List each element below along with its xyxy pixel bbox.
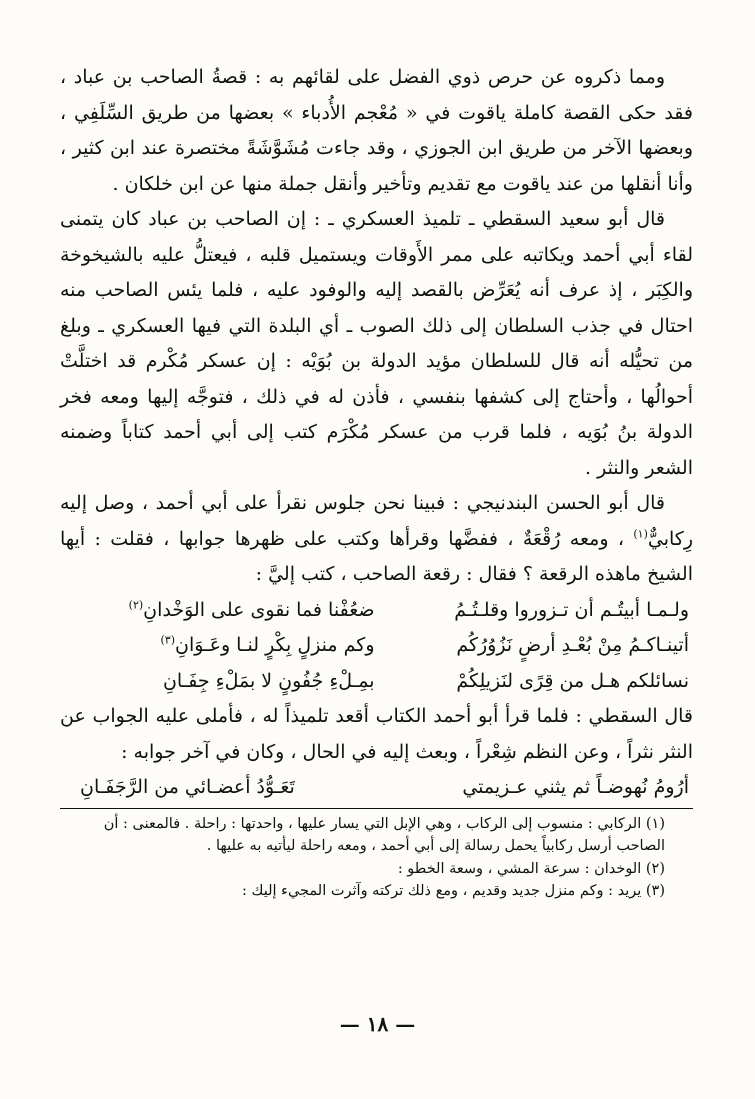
reply-verse-second-hemistich: تَعَـوُّدُ أعضـائي من الرَّجَفَـانِ (80, 776, 295, 798)
footnote-3: (٣) يريد : وكم منزل جديد وقديم ، ومع ذلك تركته وآثرت المجيء إليك : (242, 883, 665, 899)
verse-1-first-hemistich: ولـمـا أبيتُـم أن تـزوروا وقلـتُـمُ (454, 598, 689, 621)
paragraph-bandaniji (60, 486, 693, 593)
poem-verse-1 (60, 593, 693, 629)
paragraph-intro: ومما ذكروه عن حرص ذوي الفضل على لقائهم به : قصةُ الصاحب بن عباد ، فقد حكى القصة كاملة ياقوت في « مُعْجم الأُدباء » بعضها من طريق السِّلَفِي ، وبعضها الآخر من طريق ابن الجوزي ، وقد جاءت مُشَوَّشَةً مختصرة عند ابن كثير ، وأنا أنقلها من عند ياقوت مع تقديم وتأخير وأنقل جملة منها عن ابن خلكان . (60, 66, 693, 195)
footnote-ref-3: (٣) (160, 633, 175, 647)
verse-3-first-hemistich: نسائلكم هـل من قِرًى لنَزيلِكُمْ (456, 669, 689, 692)
footnote-separator (60, 808, 693, 809)
verse-3-second-hemistich: بمِـلْءِ جُفُونٍ لا بمَلْءِ جِفَـانِ (162, 669, 375, 692)
verse-2-first-hemistich: أتينـاكـمُ مِنْ بُعْـدِ أرضٍ نَزُوُرُكُم (456, 634, 689, 656)
footnote-ref-1: (١) (633, 527, 648, 541)
paragraph-saqati: قال أبو سعيد السقطي ـ تلميذ العسكري ـ : إن الصاحب بن عباد كان يتمنى لقاء أبي أحمد ويكاتبه على ممر الأَوقات ويستميل قلبه ، فيعتلُّ عليه بالشيخوخة والكِبَر ، إذ عرف أنه يُعَرِّض بالقصد إليه والوفود عليه ، فلما يئس الصاحب منه احتال في جذب السلطان إلى ذلك الصوب ـ أي البلدة التي فيها العسكري ـ وبلغ من تحيُّله أنه قال للسلطان مؤيد الدولة بن بُوَيْه : إن عسكر مُكْرم قد اختلَّتْ أحوالُها ، وأحتاج إلى كشفها بنفسي ، فأذن له في ذلك ، فتوجَّه إليها ومعه فخر الدولة بنُ بُوَيه ، فلما قرب من عسكر مُكْرَم كتب إلى أبي أحمد كتاباً وضمنه الشعر والنثر . (60, 208, 694, 479)
footnote-ref-2: (٢) (128, 598, 144, 612)
poem-verse-3 (60, 664, 693, 700)
paragraph-bandaniji-end: ، ومعه رُقْعَةٌ ، ففضَّها وقرأها وكتب على ظهرها جوابها ، فقلت : أيها الشيخ ماهذه الرقعة ؟ فقال : رقعة الصاحب ، كتب إليَّ : (60, 527, 693, 585)
page-number: — ١٨ — (339, 1012, 416, 1036)
footnote-2: (٢) الوخدان : سرعة المشي ، وسعة الخطو : (397, 860, 665, 877)
footnote-1: (١) الركابي : منسوب إلى الركاب ، وهي الإبل التي يسار عليها ، واحدتها : راحلة . فالمعنى : أن الصاحب أرسل ركابياً يحمل رسالة إلى أبي أحمد ، ومعه راحلة ليأتيه به عليها . (103, 815, 665, 854)
verse-2-second-text: وكم منزلٍ بِكْرٍ لنـا وعَـوَانِ (175, 634, 375, 656)
poem-verse-2 (60, 628, 693, 664)
verse-1-second-hemistich (60, 593, 375, 629)
footnotes (60, 813, 693, 903)
reply-verse (60, 770, 693, 806)
verse-1-second-text: ضعُفْنا فما نقوى على الوَخْدانِ (143, 598, 375, 621)
verse-2-second-hemistich (60, 628, 375, 664)
paragraph-reply: قال السقطي : فلما قرأ أبو أحمد الكتاب أقعد تلميذاً له ، فأملى عليه الجواب عن النثر نثراً ، وعن النظم شِعْراً ، وبعث إليه في الحال ، وكان في آخر جوابه : (60, 705, 693, 763)
reply-verse-first-hemistich: أرُومُ نُهوضـاً ثم يثني عـزيمتي (462, 776, 689, 798)
paragraph-bandaniji-start: قال أبو الحسن البندنيجي : فبينا نحن جلوس نقرأ على أبي أحمد ، وصل إليه رِكابيٌّ (60, 492, 693, 550)
